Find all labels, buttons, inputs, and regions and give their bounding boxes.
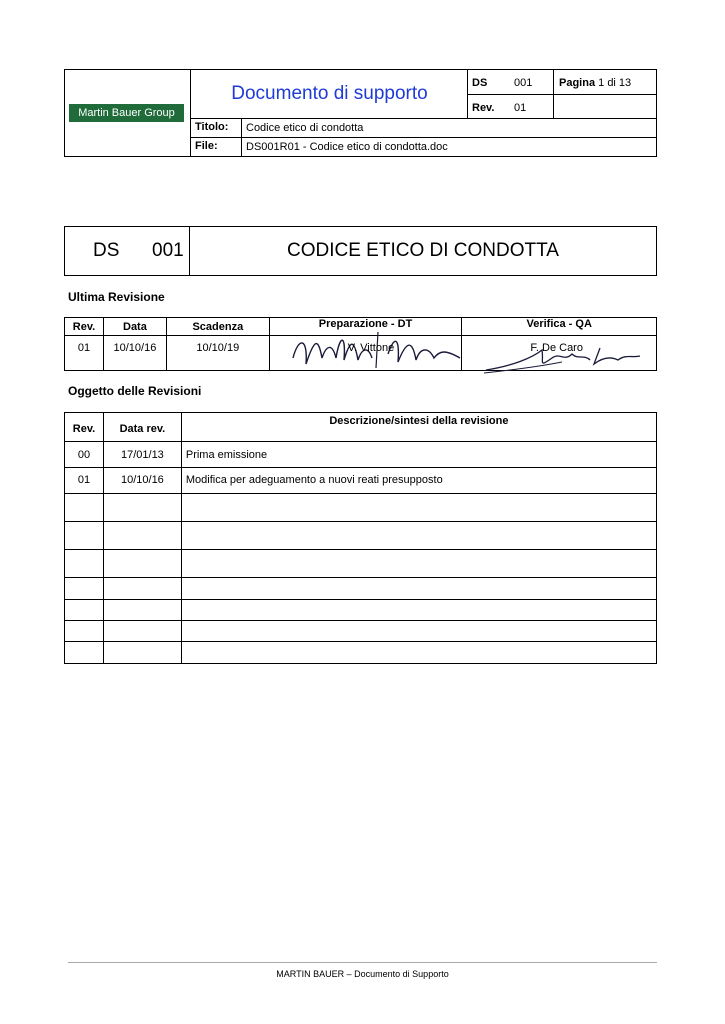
table-row bbox=[65, 442, 657, 468]
oggetto-revisioni-label: Oggetto delle Revisioni bbox=[68, 384, 202, 398]
footer-divider bbox=[68, 962, 657, 963]
document-title-box bbox=[64, 226, 657, 276]
col-preparazione: Preparazione - DT bbox=[269, 318, 462, 336]
page-indicator bbox=[559, 77, 631, 89]
document-code bbox=[65, 227, 190, 275]
table-row bbox=[65, 550, 657, 578]
cell-data: 10/10/16 bbox=[103, 468, 181, 494]
table-row bbox=[65, 578, 657, 600]
cell-data: 17/01/13 bbox=[103, 442, 181, 468]
code-prefix: DS bbox=[93, 240, 120, 261]
cell-data: 10/10/16 bbox=[103, 336, 166, 371]
table-row bbox=[65, 621, 657, 642]
rev-value: 01 bbox=[514, 102, 527, 114]
verifica-name: F. De Caro bbox=[530, 342, 583, 354]
cell-scadenza: 10/10/19 bbox=[166, 336, 269, 371]
preparazione-name: V. Vittone bbox=[347, 342, 395, 354]
cell-verifica bbox=[462, 336, 657, 371]
rev-label: Rev. bbox=[472, 102, 495, 114]
code-number: 001 bbox=[152, 240, 184, 261]
history-table-header bbox=[65, 413, 657, 442]
cell-descrizione: Prima emissione bbox=[181, 442, 656, 468]
logo-cell bbox=[65, 70, 191, 156]
cell-rev: 00 bbox=[65, 442, 104, 468]
file-value: DS001R01 - Codice etico di condotta.doc bbox=[246, 141, 448, 153]
ds-value: 001 bbox=[514, 77, 533, 89]
col-descrizione: Descrizione/sintesi della revisione bbox=[181, 413, 656, 442]
ultima-revisione-label: Ultima Revisione bbox=[68, 290, 165, 304]
cell-descrizione: Modifica per adeguamento a nuovi reati presupposto bbox=[181, 468, 656, 494]
col-rev: Rev. bbox=[65, 318, 104, 336]
revision-table bbox=[64, 317, 657, 371]
company-logo: Martin Bauer Group bbox=[69, 104, 184, 122]
cell-preparazione bbox=[269, 336, 462, 371]
page-footer: MARTIN BAUER – Documento di Supporto bbox=[276, 969, 449, 979]
revision-history-table bbox=[64, 412, 657, 664]
cell-rev: 01 bbox=[65, 468, 104, 494]
col-scadenza: Scadenza bbox=[166, 318, 269, 336]
document-title: CODICE ETICO DI CONDOTTA bbox=[287, 240, 559, 261]
col-data: Data bbox=[103, 318, 166, 336]
table-row bbox=[65, 642, 657, 664]
titolo-value: Codice etico di condotta bbox=[246, 122, 364, 134]
titolo-label: Titolo: bbox=[195, 121, 229, 133]
document-header bbox=[64, 69, 657, 157]
document-type-title: Documento di supporto bbox=[231, 83, 428, 104]
cell-rev: 01 bbox=[65, 336, 104, 371]
table-row bbox=[65, 522, 657, 550]
table-row bbox=[65, 336, 657, 371]
page-value: 1 di 13 bbox=[598, 77, 632, 89]
col-rev: Rev. bbox=[65, 413, 104, 442]
col-verifica: Verifica - QA bbox=[462, 318, 657, 336]
col-data-rev: Data rev. bbox=[103, 413, 181, 442]
table-row bbox=[65, 494, 657, 522]
ds-label: DS bbox=[472, 77, 488, 89]
table-row bbox=[65, 468, 657, 494]
file-label: File: bbox=[195, 140, 218, 152]
page-label: Pagina bbox=[559, 77, 596, 89]
table-row bbox=[65, 600, 657, 621]
